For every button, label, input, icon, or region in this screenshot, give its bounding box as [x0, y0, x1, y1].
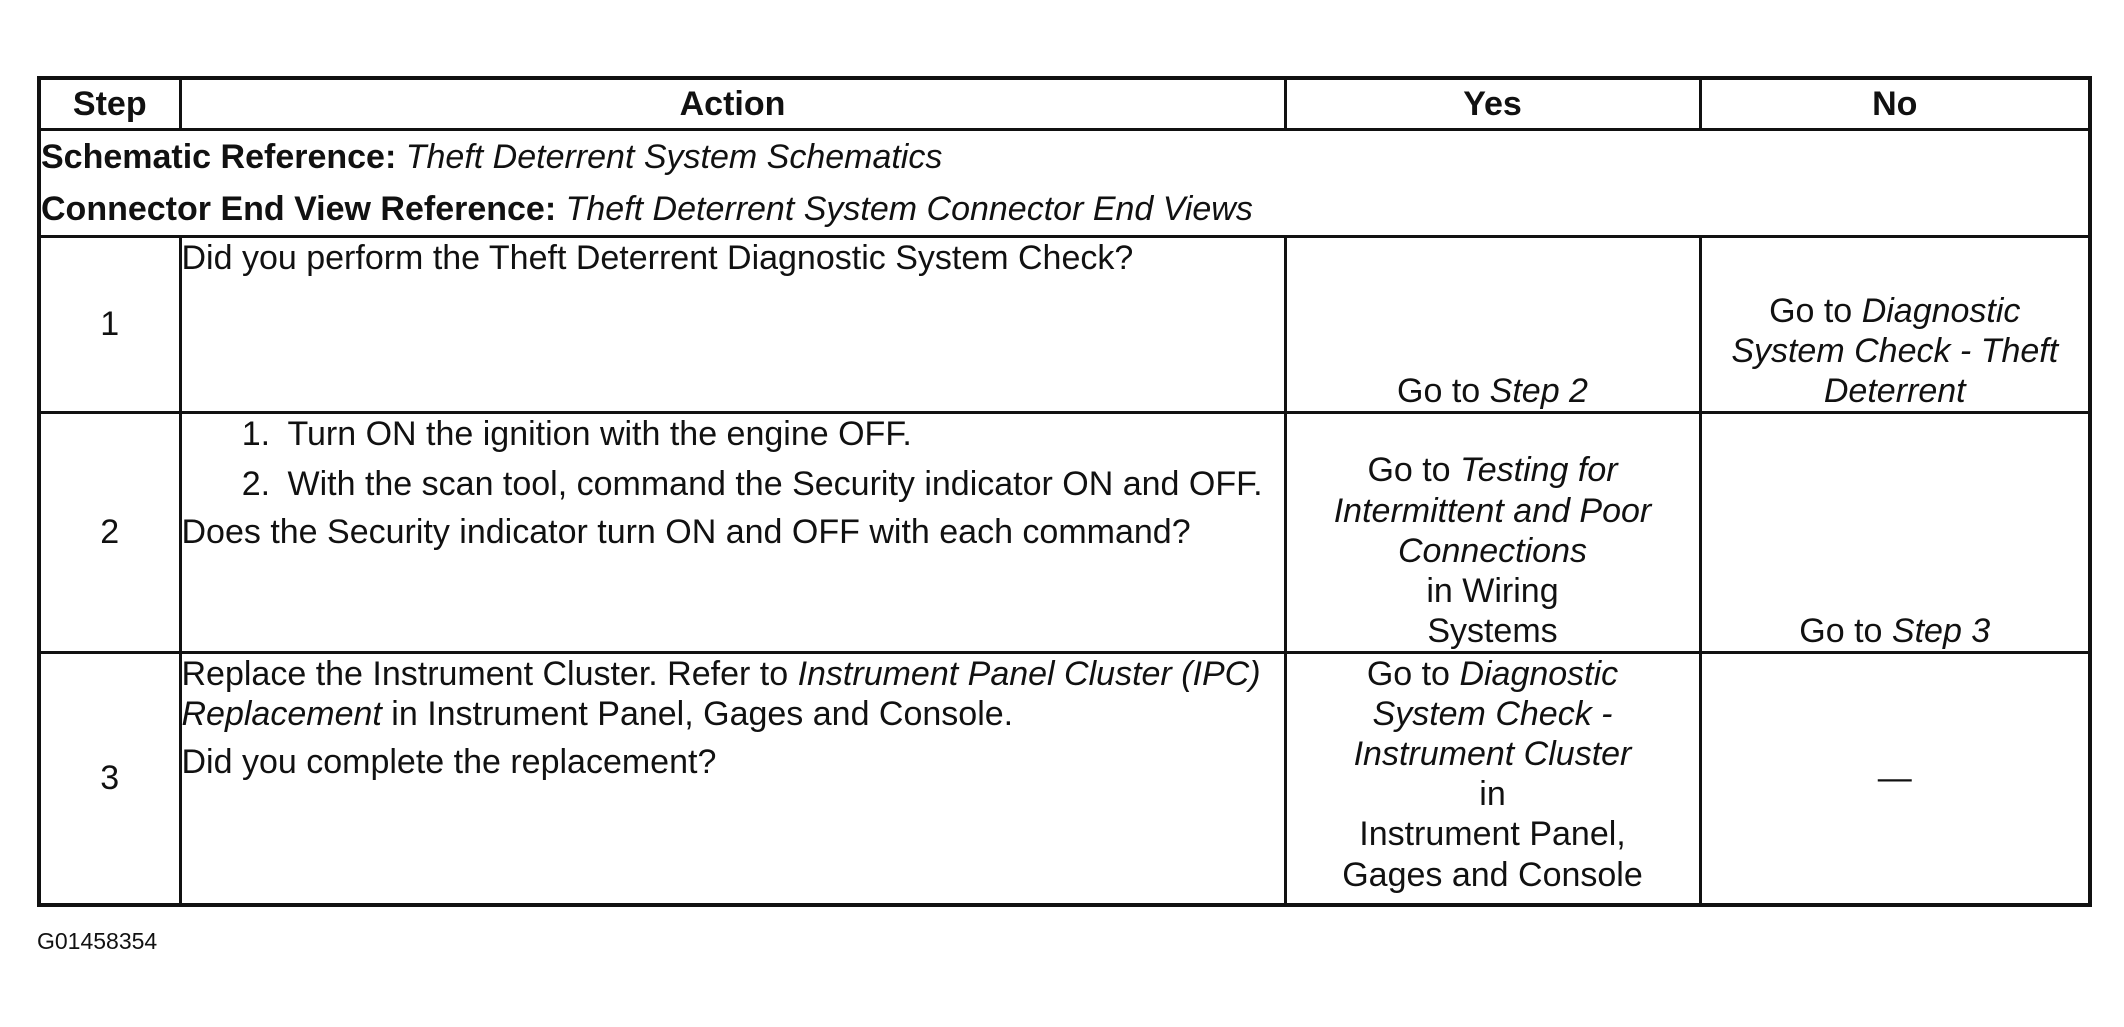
yes-link[interactable]: Connections [1397, 531, 1587, 570]
diagnostic-table [37, 76, 2092, 907]
action-cell [180, 413, 1285, 653]
header-action: Action [180, 78, 1285, 130]
header-step: Step [39, 78, 180, 130]
header-row [39, 78, 2090, 130]
yes-cell [1285, 413, 1700, 653]
step-number: 3 [39, 653, 180, 905]
step-row-3 [39, 653, 2090, 905]
schematic-reference-label: Schematic Reference: [41, 138, 397, 176]
action-instruction [182, 654, 1284, 734]
no-prefix: Go to [1769, 291, 1853, 330]
step-row-2 [39, 413, 2090, 653]
yes-line-1 [1287, 450, 1699, 490]
yes-in: in [1479, 775, 1506, 814]
action-step-item: 1. Turn ON the ignition with the engine OFF. [280, 414, 1284, 454]
connector-reference-label: Connector End View Reference: [41, 190, 557, 228]
no-cell [1700, 413, 2090, 653]
yes-cell [1285, 237, 1700, 413]
action-steps-list [182, 414, 1284, 504]
schematic-reference [41, 131, 2088, 183]
action-text: Replace the Instrument Cluster. Refer to [181, 655, 789, 693]
no-link[interactable]: System Check - Theft [1731, 331, 2059, 370]
yes-link[interactable]: Testing for [1460, 451, 1618, 490]
no-prefix: Go to [1799, 611, 1883, 650]
yes-link[interactable]: Instrument Cluster [1353, 735, 1632, 774]
action-question: Does the Security indicator turn ON and OFF with each command? [181, 513, 1191, 552]
yes-suffix: Instrument Panel, [1359, 815, 1626, 854]
yes-suffix: Gages and Console [1342, 855, 1643, 894]
yes-link[interactable]: System Check - [1372, 695, 1613, 734]
header-yes: Yes [1285, 78, 1700, 130]
step-number: 1 [39, 237, 180, 413]
connector-reference-link[interactable]: Theft Deterrent System Connector End Views [565, 190, 1253, 228]
yes-link[interactable]: Step 2 [1489, 371, 1588, 410]
no-cell [1700, 653, 2090, 905]
yes-link[interactable]: Diagnostic [1459, 655, 1619, 693]
no-line-1 [1702, 291, 2089, 331]
action-step-item: 2. With the scan tool, command the Security indicator ON and OFF. [280, 464, 1284, 504]
yes-line-1 [1287, 654, 1699, 694]
reference-cell [39, 130, 2090, 237]
yes-link[interactable]: Intermittent and Poor [1333, 491, 1652, 530]
action-cell [180, 237, 1285, 413]
figure-id: G01458354 [37, 928, 158, 954]
reference-row [39, 130, 2090, 237]
action-cell [180, 653, 1285, 905]
yes-cell [1285, 653, 1700, 905]
yes-prefix: Go to [1366, 655, 1450, 693]
action-question: Did you complete the replacement? [181, 743, 717, 782]
action-question: Did you perform the Theft Deterrent Diagnostic System Check? [181, 239, 1134, 277]
yes-prefix: Go to [1397, 371, 1481, 410]
no-link[interactable]: Step 3 [1891, 611, 1991, 650]
schematic-reference-link[interactable]: Theft Deterrent System Schematics [405, 138, 943, 176]
yes-prefix: Go to [1367, 451, 1451, 490]
no-link[interactable]: Diagnostic [1861, 291, 2021, 330]
no-dash: — [1877, 759, 1912, 798]
connector-reference [41, 183, 2088, 235]
step-row-1 [39, 237, 2090, 413]
no-cell [1700, 237, 2090, 413]
action-link[interactable]: Instrument Panel Cluster (IPC) Replacement [181, 655, 1261, 734]
no-link[interactable]: Deterrent [1823, 371, 1966, 410]
step-number: 2 [39, 413, 180, 653]
header-no: No [1700, 78, 2090, 130]
yes-suffix: in Wiring [1426, 571, 1559, 610]
action-text: in Instrument Panel, Gages and Console. [391, 695, 1014, 734]
yes-suffix: Systems [1427, 611, 1558, 650]
